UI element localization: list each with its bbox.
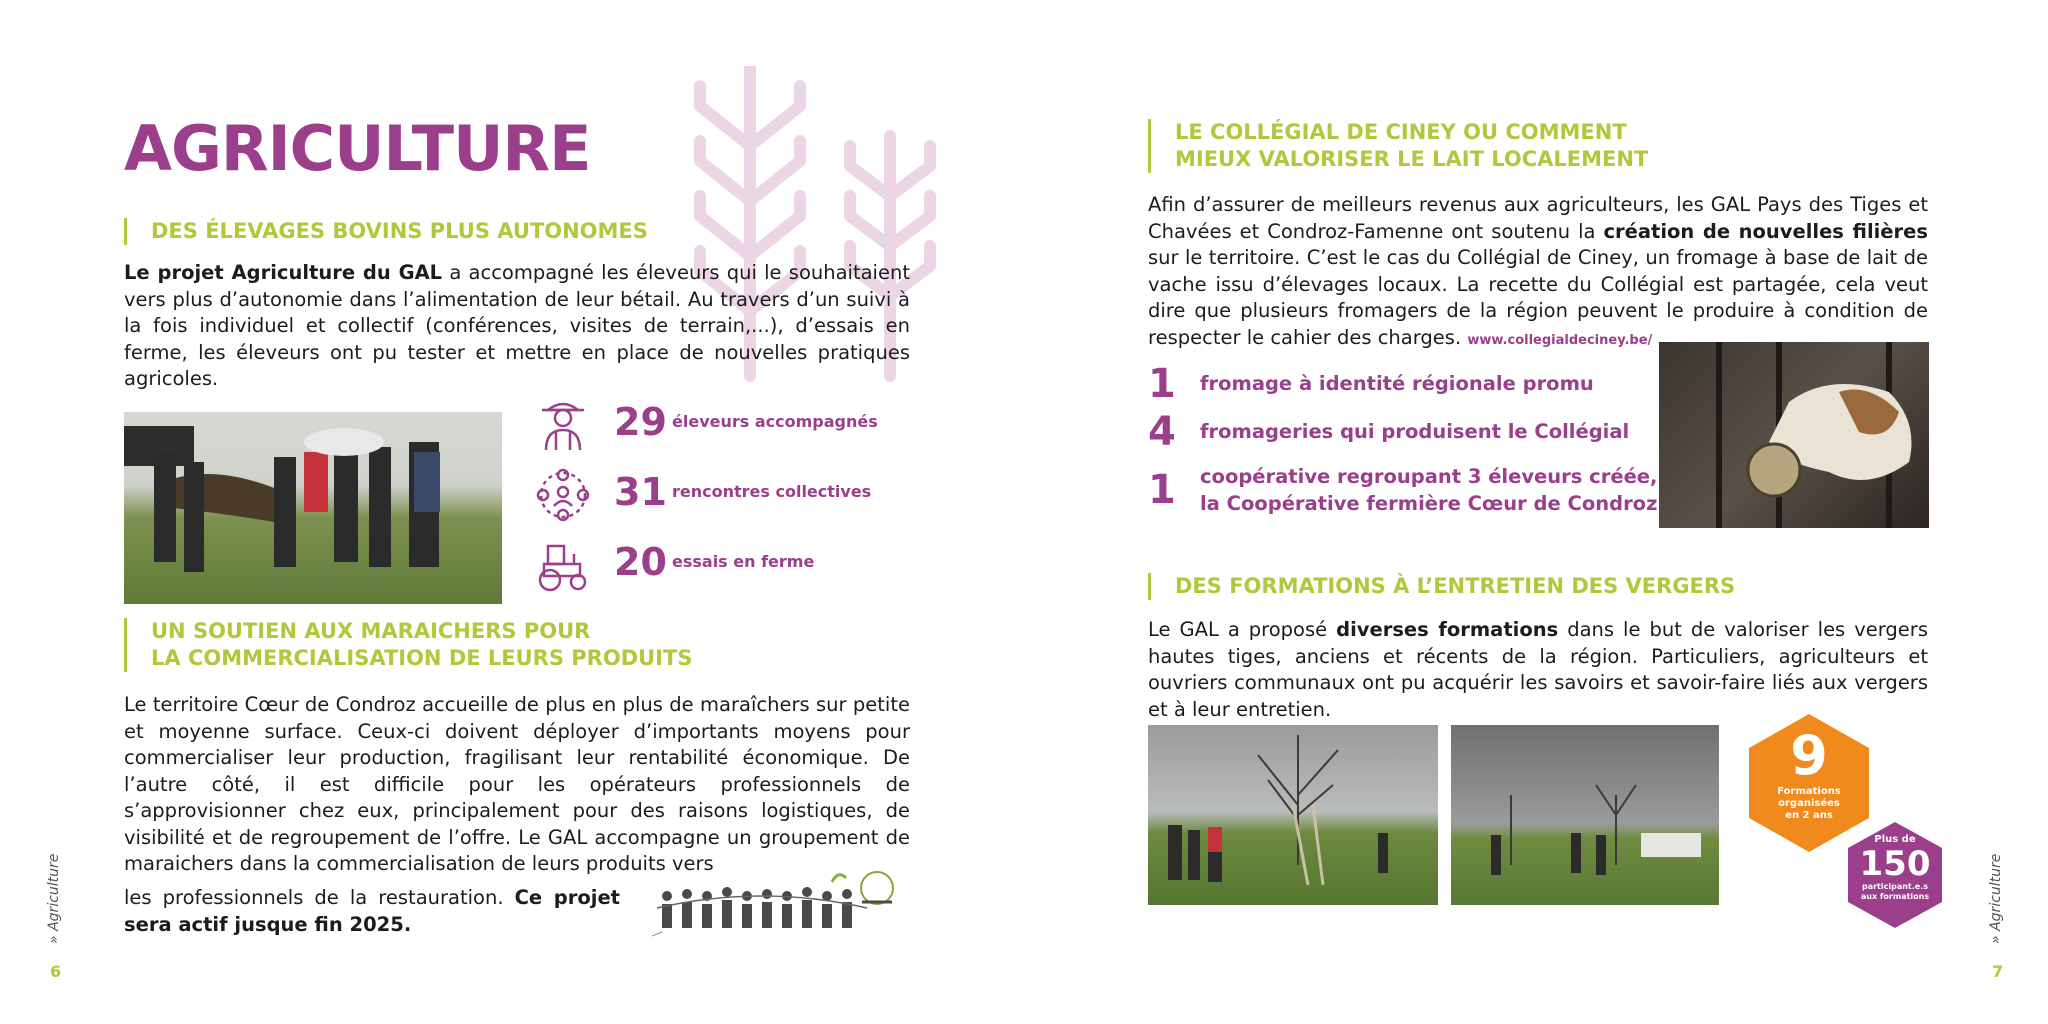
section-heading-maraichers [124, 618, 692, 672]
fact-3-label-line2: la Coopérative fermière Cœur de Condroz [1200, 492, 1658, 515]
formations-text-b: dans le but de valoriser les vergers hautes tiges, anciens et récents de la région. Particuliers, agriculteurs et ouvriers communaux ont pu acquérir les savoirs et savoir-faire liés aux vergers et à leur entretien. [1148, 618, 1928, 721]
maraichers-heading-line1: UN SOUTIEN AUX MARAICHERS POUR [151, 619, 591, 643]
side-label-right-text: Agriculture [1988, 853, 2004, 931]
formations-text-a: Le GAL a proposé [1148, 618, 1337, 641]
maraichers-paragraph: Le territoire Cœur de Condroz accueille de plus en plus de maraîchers sur petite et moyenne surface. Ceux-ci doivent déployer d’importants moyens pour commercialiser leur production, fragilisant leur rentabilité économique. De l’autre côté, il est difficile pour les opérateurs professionnels de s’approvisionner chez eux, principalement pour des raisons logistiques, de visibilité et de regroupement de l’offre. Le GAL accompagne un groupement de maraichers dans la commercialisation de leurs produits vers [124, 693, 910, 875]
stat-rencontres-value: 31 [614, 470, 667, 514]
stat-eleveurs-label: éleveurs accompagnés [672, 412, 878, 431]
page-title: AGRICULTURE [124, 112, 591, 185]
maraichers-text2: les professionnels de la restauration. [124, 886, 515, 909]
section-heading-elevages: DES ÉLEVAGES BOVINS PLUS AUTONOMES [124, 218, 648, 245]
badge-formations-line3: en 2 ans [1785, 810, 1833, 821]
tractor-icon [534, 536, 592, 594]
fact-3-label-line1: coopérative regroupant 3 éleveurs créée, [1200, 465, 1658, 488]
maraichers-bold-end: Ce projet sera actif jusque fin 2025. [124, 886, 620, 936]
fact-2-value: 4 [1148, 409, 1176, 455]
fact-1-label: fromage à identité régionale promu [1200, 372, 1594, 395]
section-heading-formations: DES FORMATIONS À L’ENTRETIEN DES VERGERS [1148, 573, 1735, 600]
badge-formations-value: 9 [1790, 724, 1828, 787]
elevages-lead: Le projet Agriculture du GAL [124, 261, 443, 284]
badge-participants-text [1845, 834, 1945, 902]
maraichers-paragraph-end [124, 885, 620, 938]
stat-eleveurs [534, 396, 934, 448]
collegial-text-a: Afin d’assurer de meilleurs revenus aux agriculteurs, les GAL Pays des Tiges et Chavées et Condroz-Famenne ont soutenu la [1148, 193, 1928, 243]
side-label-left: » Agriculture [46, 853, 62, 944]
collegial-heading-line1: LE COLLÉGIAL DE CINEY OU COMMENT [1175, 120, 1627, 144]
badge-participants-line1: participant.e.s [1861, 882, 1929, 891]
badge-participants-line2: aux formations [1860, 892, 1930, 901]
farmer-icon [534, 396, 592, 454]
section-heading-collegial [1148, 119, 1648, 173]
field-visit-photo [124, 412, 502, 604]
fact-3-value: 1 [1148, 467, 1176, 513]
formations-paragraph [1148, 617, 1928, 723]
collegial-link[interactable]: www.collegialdeciney.be/ [1467, 332, 1653, 348]
elevages-text: a accompagné les éleveurs qui le souhaitaient vers plus d’autonomie dans l’alimentation de leur bétail. Au travers d’un suivi à la fois individuel et collectif (conférences, visites de terrain,...), d’essais en ferme, les éleveurs ont pu tester et mettre en place de nouvelles pratiques agricoles. [124, 261, 910, 390]
page-number-left: 6 [50, 962, 62, 981]
stat-rencontres [534, 466, 934, 518]
stat-rencontres-label: rencontres collectives [672, 482, 872, 501]
stat-essais [534, 536, 934, 588]
elevages-paragraph [124, 260, 910, 393]
fact-1-value: 1 [1148, 361, 1176, 407]
side-label-left-text: Agriculture [46, 853, 62, 931]
stat-essais-value: 20 [614, 540, 667, 584]
badge-participants-prefix: Plus de [1874, 834, 1916, 845]
badge-formations-line1: Formations [1777, 786, 1841, 797]
orchard-photo-1 [1148, 725, 1438, 905]
group-icon [534, 466, 592, 524]
stat-eleveurs-value: 29 [614, 400, 667, 444]
side-label-right: » Agriculture [1988, 853, 2004, 944]
collegial-heading-line2: MIEUX VALORISER LE LAIT LOCALEMENT [1175, 147, 1649, 171]
formations-bold: diverses formations [1336, 618, 1559, 641]
badge-formations-line2: organisées [1778, 798, 1840, 809]
maraichers-heading-line2: LA COMMERCIALISATION DE LEURS PRODUITS [151, 646, 693, 670]
cow-photo [1659, 342, 1929, 528]
page-number-right: 7 [1992, 962, 2004, 981]
collegial-text-b: sur le territoire. C’est le cas du Collégial de Ciney, un fromage à base de lait de vache issu d’élevages locaux. La recette du Collégial est partagée, cela veut dire que plusieurs fromagers de la région peuvent le produire à condition de respecter le cahier des charges. [1148, 246, 1928, 349]
stat-essais-label: essais en ferme [672, 552, 815, 571]
badge-participants-value: 150 [1859, 844, 1931, 884]
badge-formations-text [1745, 726, 1873, 822]
orchard-photo-2 [1451, 725, 1719, 905]
farmers-illustration-icon [652, 864, 908, 940]
collegial-bold: création de nouvelles filières [1603, 219, 1928, 243]
fact-2-label: fromageries qui produisent le Collégial [1200, 420, 1630, 443]
fact-3-label [1200, 463, 1657, 517]
collegial-paragraph [1148, 192, 1928, 354]
